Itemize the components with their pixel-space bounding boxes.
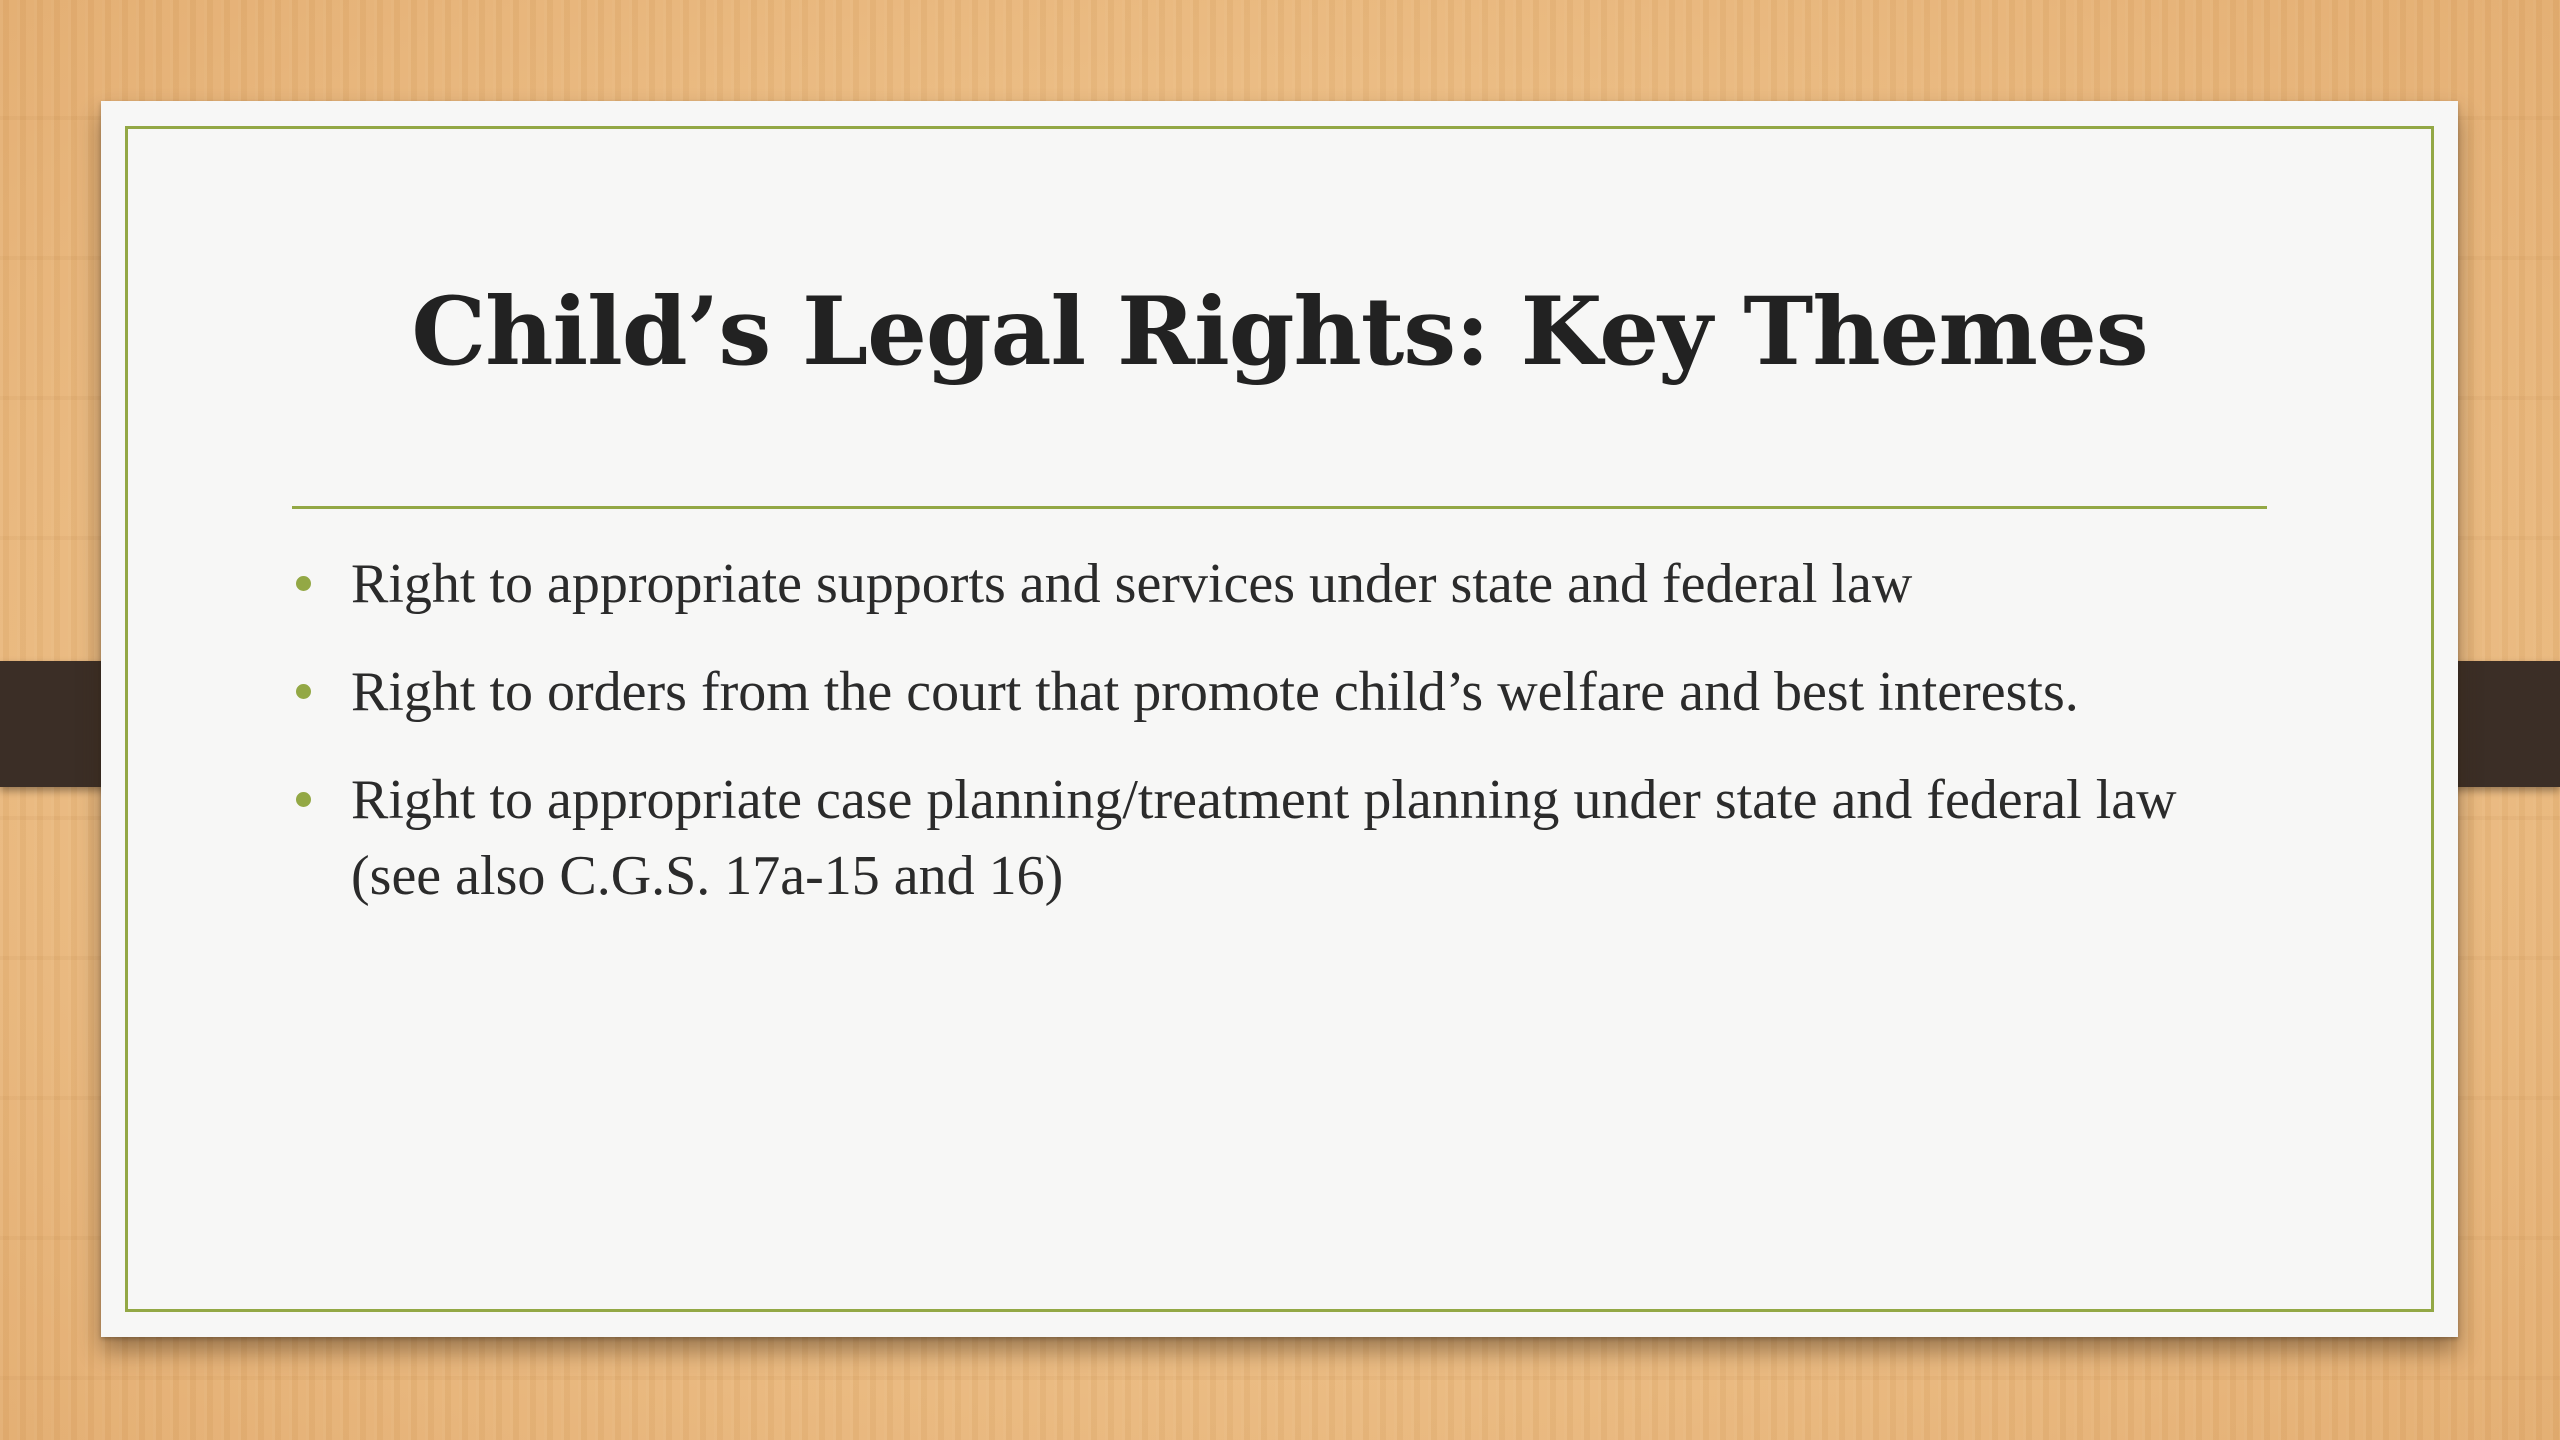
bullet-list bbox=[292, 546, 2252, 946]
slide-paper bbox=[101, 101, 2458, 1337]
bullet-text: Right to orders from the court that promote child’s welfare and best interests. bbox=[351, 661, 2079, 723]
bullet-item bbox=[292, 546, 2252, 622]
bullet-text: Right to appropriate supports and services under state and federal law bbox=[351, 553, 1913, 615]
bullet-dot-icon bbox=[296, 792, 311, 807]
bullet-dot-icon bbox=[296, 576, 311, 591]
bullet-item bbox=[292, 654, 2252, 730]
bullet-text: Right to appropriate case planning/treatment planning under state and federal law (see also C.G.S. 17a-15 and 16) bbox=[351, 769, 2177, 907]
bullet-item bbox=[292, 762, 2252, 914]
bullet-dot-icon bbox=[296, 684, 311, 699]
slide-title: Child’s Legal Rights: Key Themes bbox=[411, 277, 2148, 387]
title-divider bbox=[292, 506, 2267, 509]
